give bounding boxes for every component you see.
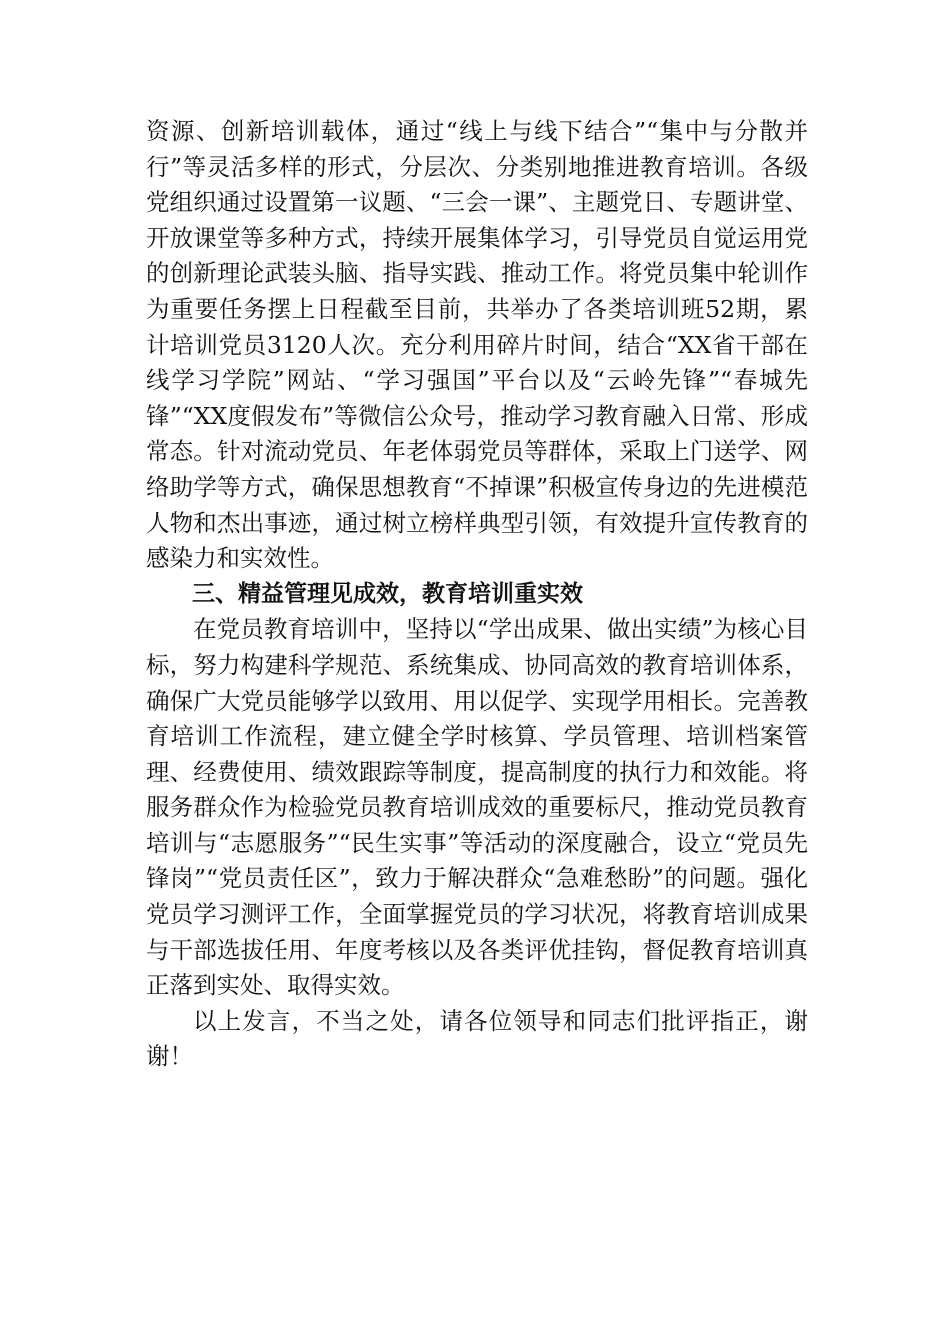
body-paragraph: 在党员教育培训中，坚持以“学出成果、做出实绩”为核心目标，努力构建科学规范、系统集成、协同高效的教育培训体系，确保广大党员能够学以致用、用以促学、实现学用相长。完善教育培训工作流程，建立健全学时核算、学员管理、培训档案管理、经费使用、绩效跟踪等制度，提高制度的执行力和效能。将服务群众作为检验党员教育培训成效的重要标尺，推动党员教育培训与“志愿服务”“民生实事”等活动的深度融合，设立“党员先锋岗”“党员责任区”，致力于解决群众“急难愁盼”的问题。强化党员学习测评工作，全面掌握党员的学习状况，将教育培训成果与干部选拔任用、年度考核以及各类评优挂钩，督促教育培训真正落到实处、取得实效。 — [146, 615, 808, 1000]
document-page — [146, 114, 808, 1075]
section-heading: 三、精益管理见成效，教育培训重实效 — [192, 580, 583, 607]
closing-paragraph: 以上发言，不当之处，请各位领导和同志们批评指正，谢谢！ — [146, 1006, 808, 1071]
body-paragraph-continued: 资源、创新培训载体，通过“线上与线下结合”“集中与分散并行”等灵活多样的形式，分层次、分类别地推进教育培训。各级党组织通过设置第一议题、“三会一课”、主题党日、专题讲堂、开放课堂等多种方式，持续开展集体学习，引导党员自觉运用党的创新理论武装头脑、指导实践、推动工作。将党员集中轮训作为重要任务摆上日程截至目前，共举办了各类培训班52期，累计培训党员3120人次。充分利用碎片时间，结合“XX省干部在线学习学院”网站、“学习强国”平台以及“云岭先锋”“春城先锋”“XX度假发布”等微信公众号，推动学习教育融入日常、形成常态。针对流动党员、年老体弱党员等群体，采取上门送学、网络助学等方式，确保思想教育“不掉课”积极宣传身边的先进模范人物和杰出事迹，通过树立榜样典型引领，有效提升宣传教育的感染力和实效性。 — [146, 117, 808, 573]
